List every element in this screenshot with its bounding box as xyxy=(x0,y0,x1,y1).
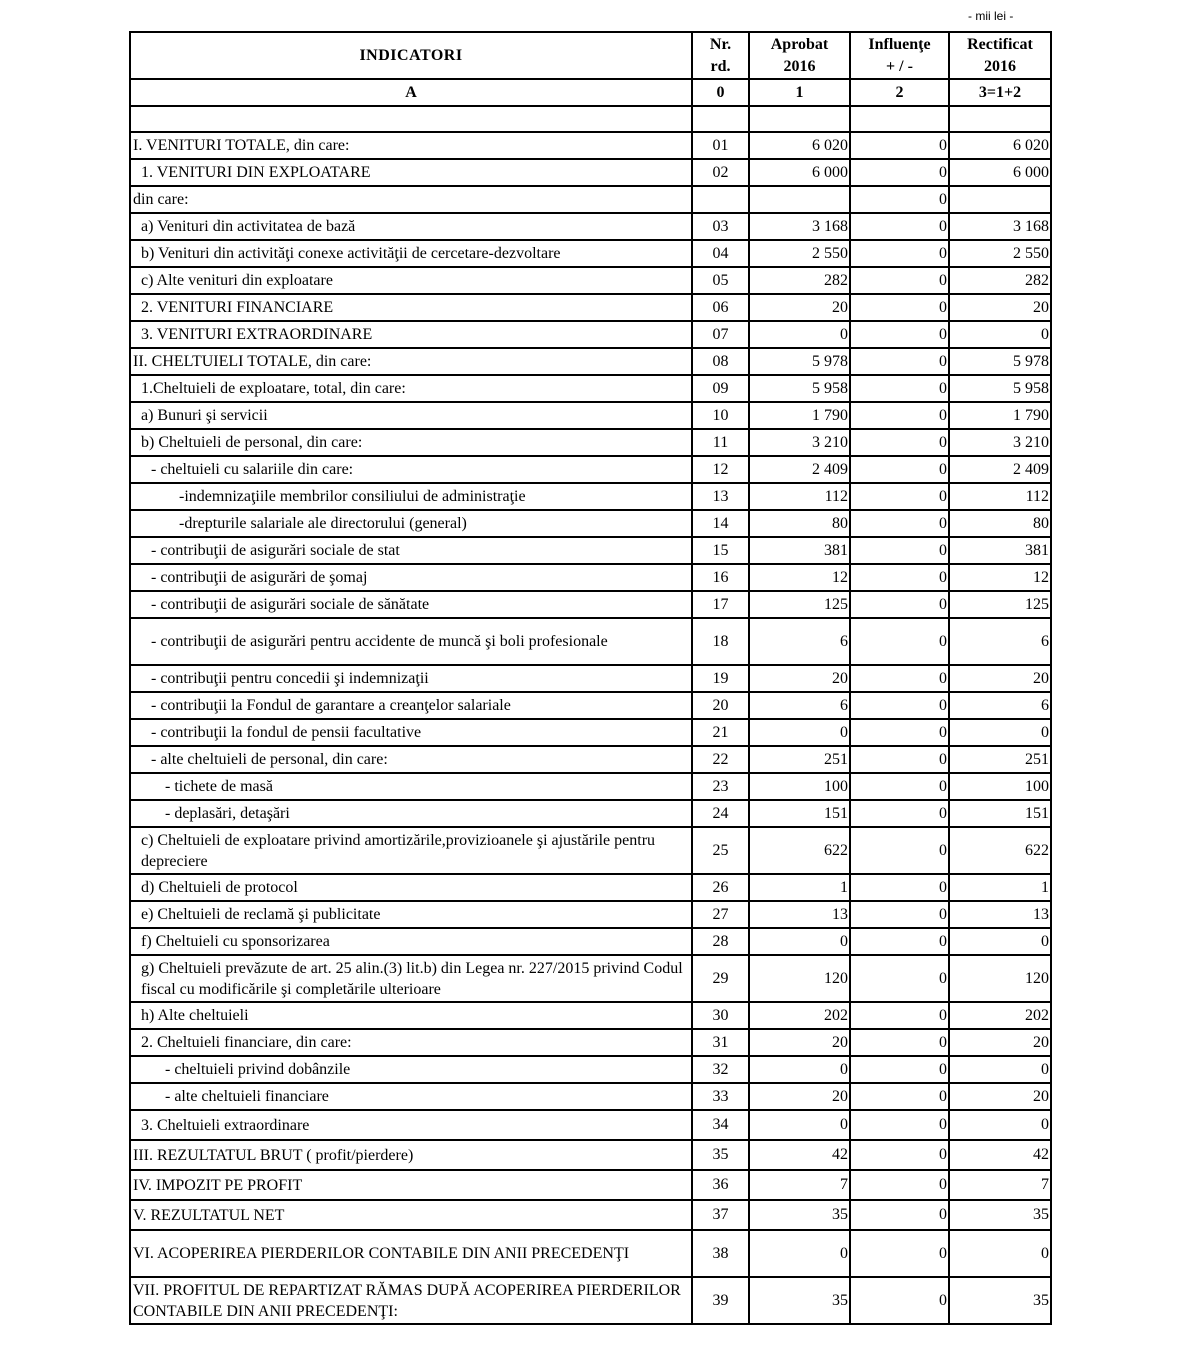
row-label: g) Cheltuieli prevăzute de art. 25 alin.(3) lit.b) din Legea nr. 227/2015 privind Codul fiscal cu modificările şi completările ulterioare xyxy=(130,955,692,1002)
row-rectificat: 120 xyxy=(949,955,1051,1002)
row-number: 20 xyxy=(692,692,749,719)
row-number: 39 xyxy=(692,1277,749,1324)
row-label: 1. VENITURI DIN EXPLOATARE xyxy=(130,159,692,186)
row-number: 32 xyxy=(692,1056,749,1083)
row-influente: 0 xyxy=(850,665,949,692)
row-influente: 0 xyxy=(850,1083,949,1110)
row-influente: 0 xyxy=(850,267,949,294)
row-label: b) Venituri din activităţi conexe activităţii de cercetare-dezvoltare xyxy=(130,240,692,267)
table-row xyxy=(130,186,1051,213)
row-number: 01 xyxy=(692,132,749,159)
row-label: - alte cheltuieli de personal, din care: xyxy=(130,746,692,773)
table-row xyxy=(130,159,1051,186)
row-number: 10 xyxy=(692,402,749,429)
table-row xyxy=(130,665,1051,692)
row-label: -indemnizaţiile membrilor consiliului de administraţie xyxy=(130,483,692,510)
row-influente: 0 xyxy=(850,591,949,618)
row-rectificat: 13 xyxy=(949,901,1051,928)
row-label: - contribuţii de asigurări sociale de sănătate xyxy=(130,591,692,618)
table-row xyxy=(130,294,1051,321)
row-label: - cheltuieli privind dobânzile xyxy=(130,1056,692,1083)
row-label: I. VENITURI TOTALE, din care: xyxy=(130,132,692,159)
row-number: 24 xyxy=(692,800,749,827)
row-aprobat: 20 xyxy=(749,1029,850,1056)
row-aprobat: 125 xyxy=(749,591,850,618)
table-row xyxy=(130,456,1051,483)
table-body xyxy=(130,132,1051,1324)
row-aprobat: 7 xyxy=(749,1170,850,1200)
row-label: a) Venituri din activitatea de bază xyxy=(130,213,692,240)
row-number: 15 xyxy=(692,537,749,564)
row-number: 28 xyxy=(692,928,749,955)
row-aprobat: 20 xyxy=(749,665,850,692)
row-rectificat: 151 xyxy=(949,800,1051,827)
row-aprobat: 35 xyxy=(749,1277,850,1324)
row-number: 12 xyxy=(692,456,749,483)
header-aprobat: Aprobat 2016 xyxy=(749,32,850,79)
row-number: 02 xyxy=(692,159,749,186)
row-label: e) Cheltuieli de reclamă şi publicitate xyxy=(130,901,692,928)
row-influente: 0 xyxy=(850,1056,949,1083)
row-influente: 0 xyxy=(850,159,949,186)
row-influente: 0 xyxy=(850,874,949,901)
row-aprobat: 35 xyxy=(749,1200,850,1230)
row-aprobat: 1 790 xyxy=(749,402,850,429)
row-label: 3. Cheltuieli extraordinare xyxy=(130,1110,692,1140)
row-influente: 0 xyxy=(850,132,949,159)
row-label: - alte cheltuieli financiare xyxy=(130,1083,692,1110)
row-label: - contribuţii de asigurări sociale de stat xyxy=(130,537,692,564)
row-label: - cheltuieli cu salariile din care: xyxy=(130,456,692,483)
row-rectificat: 1 xyxy=(949,874,1051,901)
row-aprobat: 20 xyxy=(749,1083,850,1110)
row-label: d) Cheltuieli de protocol xyxy=(130,874,692,901)
table-row xyxy=(130,1277,1051,1324)
row-rectificat: 251 xyxy=(949,746,1051,773)
row-influente: 0 xyxy=(850,1029,949,1056)
row-aprobat: 202 xyxy=(749,1002,850,1029)
row-rectificat: 35 xyxy=(949,1277,1051,1324)
row-number: 13 xyxy=(692,483,749,510)
table-row xyxy=(130,321,1051,348)
row-rectificat: 0 xyxy=(949,928,1051,955)
table-row xyxy=(130,719,1051,746)
row-number: 33 xyxy=(692,1083,749,1110)
row-label: 2. VENITURI FINANCIARE xyxy=(130,294,692,321)
row-label: din care: xyxy=(130,186,692,213)
row-number: 14 xyxy=(692,510,749,537)
column-index-a: A xyxy=(130,79,692,106)
row-influente: 0 xyxy=(850,719,949,746)
row-aprobat: 42 xyxy=(749,1140,850,1170)
row-label: f) Cheltuieli cu sponsorizarea xyxy=(130,928,692,955)
row-label: II. CHELTUIELI TOTALE, din care: xyxy=(130,348,692,375)
row-aprobat: 622 xyxy=(749,827,850,874)
row-number: 09 xyxy=(692,375,749,402)
row-aprobat: 0 xyxy=(749,719,850,746)
row-influente: 0 xyxy=(850,1277,949,1324)
row-aprobat: 100 xyxy=(749,773,850,800)
row-rectificat: 1 790 xyxy=(949,402,1051,429)
row-influente: 0 xyxy=(850,827,949,874)
row-influente: 0 xyxy=(850,1230,949,1277)
row-number: 29 xyxy=(692,955,749,1002)
table-row xyxy=(130,375,1051,402)
column-index-0: 0 xyxy=(692,79,749,106)
row-label: IV. IMPOZIT PE PROFIT xyxy=(130,1170,692,1200)
row-influente: 0 xyxy=(850,564,949,591)
row-number: 22 xyxy=(692,746,749,773)
row-influente: 0 xyxy=(850,955,949,1002)
table-row xyxy=(130,402,1051,429)
header-indicatori: INDICATORI xyxy=(130,32,692,79)
row-influente: 0 xyxy=(850,186,949,213)
header-row xyxy=(130,32,1051,79)
row-rectificat: 100 xyxy=(949,773,1051,800)
row-influente: 0 xyxy=(850,294,949,321)
row-number: 18 xyxy=(692,618,749,665)
row-rectificat: 282 xyxy=(949,267,1051,294)
table-row xyxy=(130,1140,1051,1170)
row-influente: 0 xyxy=(850,618,949,665)
row-aprobat: 0 xyxy=(749,1230,850,1277)
row-label: c) Alte venituri din exploatare xyxy=(130,267,692,294)
row-aprobat: 2 550 xyxy=(749,240,850,267)
table-row xyxy=(130,928,1051,955)
row-rectificat: 5 978 xyxy=(949,348,1051,375)
row-rectificat: 112 xyxy=(949,483,1051,510)
row-rectificat: 6 000 xyxy=(949,159,1051,186)
table-row xyxy=(130,1200,1051,1230)
table-row xyxy=(130,213,1051,240)
table-row xyxy=(130,1002,1051,1029)
row-influente: 0 xyxy=(850,456,949,483)
row-number: 31 xyxy=(692,1029,749,1056)
row-aprobat: 151 xyxy=(749,800,850,827)
table-row xyxy=(130,132,1051,159)
table-row xyxy=(130,1083,1051,1110)
header-rectificat: Rectificat 2016 xyxy=(949,32,1051,79)
row-aprobat xyxy=(749,186,850,213)
row-aprobat: 12 xyxy=(749,564,850,591)
row-rectificat: 35 xyxy=(949,1200,1051,1230)
row-aprobat: 6 000 xyxy=(749,159,850,186)
row-rectificat: 6 xyxy=(949,692,1051,719)
row-label: c) Cheltuieli de exploatare privind amortizările,provizioanele şi ajustările pentru depreciere xyxy=(130,827,692,874)
row-influente: 0 xyxy=(850,928,949,955)
table-row xyxy=(130,510,1051,537)
row-label: b) Cheltuieli de personal, din care: xyxy=(130,429,692,456)
row-label: a) Bunuri şi servicii xyxy=(130,402,692,429)
row-label: VI. ACOPERIREA PIERDERILOR CONTABILE DIN ANII PRECEDENŢI xyxy=(130,1230,692,1277)
row-label: 2. Cheltuieli financiare, din care: xyxy=(130,1029,692,1056)
row-label: - deplasări, detaşări xyxy=(130,800,692,827)
row-rectificat: 3 210 xyxy=(949,429,1051,456)
blank-row xyxy=(130,106,1051,132)
row-influente: 0 xyxy=(850,213,949,240)
row-influente: 0 xyxy=(850,746,949,773)
row-rectificat: 20 xyxy=(949,294,1051,321)
row-aprobat: 3 210 xyxy=(749,429,850,456)
row-influente: 0 xyxy=(850,1200,949,1230)
row-rectificat: 6 020 xyxy=(949,132,1051,159)
row-number: 25 xyxy=(692,827,749,874)
table-row xyxy=(130,483,1051,510)
row-rectificat: 7 xyxy=(949,1170,1051,1200)
row-number: 36 xyxy=(692,1170,749,1200)
row-rectificat: 3 168 xyxy=(949,213,1051,240)
row-aprobat: 0 xyxy=(749,321,850,348)
row-influente: 0 xyxy=(850,537,949,564)
column-index-2: 2 xyxy=(850,79,949,106)
column-index-1: 1 xyxy=(749,79,850,106)
table-row xyxy=(130,267,1051,294)
table-row xyxy=(130,1056,1051,1083)
row-number: 08 xyxy=(692,348,749,375)
row-label: VII. PROFITUL DE REPARTIZAT RĂMAS DUPĂ ACOPERIREA PIERDERILOR CONTABILE DIN ANII PRECEDENŢI: xyxy=(130,1277,692,1324)
header-influente: Influenţe + / - xyxy=(850,32,949,79)
table-row xyxy=(130,591,1051,618)
table-row xyxy=(130,240,1051,267)
row-aprobat: 6 xyxy=(749,618,850,665)
table-row xyxy=(130,429,1051,456)
row-rectificat: 12 xyxy=(949,564,1051,591)
table-row xyxy=(130,874,1051,901)
row-aprobat: 0 xyxy=(749,1110,850,1140)
row-label: V. REZULTATUL NET xyxy=(130,1200,692,1230)
row-number: 23 xyxy=(692,773,749,800)
row-influente: 0 xyxy=(850,402,949,429)
row-rectificat: 0 xyxy=(949,1056,1051,1083)
row-rectificat: 2 409 xyxy=(949,456,1051,483)
table-row xyxy=(130,564,1051,591)
table-row xyxy=(130,1110,1051,1140)
row-number: 16 xyxy=(692,564,749,591)
row-number: 21 xyxy=(692,719,749,746)
row-aprobat: 6 xyxy=(749,692,850,719)
row-rectificat: 20 xyxy=(949,1083,1051,1110)
row-number: 38 xyxy=(692,1230,749,1277)
row-number: 35 xyxy=(692,1140,749,1170)
row-influente: 0 xyxy=(850,1110,949,1140)
table-row xyxy=(130,800,1051,827)
row-label: -drepturile salariale ale directorului (general) xyxy=(130,510,692,537)
row-label: h) Alte cheltuieli xyxy=(130,1002,692,1029)
table-row xyxy=(130,773,1051,800)
row-label: III. REZULTATUL BRUT ( profit/pierdere) xyxy=(130,1140,692,1170)
row-label: - contribuţii la fondul de pensii facultative xyxy=(130,719,692,746)
row-aprobat: 13 xyxy=(749,901,850,928)
row-influente: 0 xyxy=(850,773,949,800)
row-influente: 0 xyxy=(850,348,949,375)
row-number xyxy=(692,186,749,213)
row-number: 34 xyxy=(692,1110,749,1140)
row-aprobat: 20 xyxy=(749,294,850,321)
row-rectificat: 202 xyxy=(949,1002,1051,1029)
row-influente: 0 xyxy=(850,483,949,510)
row-rectificat: 0 xyxy=(949,719,1051,746)
row-label: - contribuţii de asigurări pentru accidente de muncă şi boli profesionale xyxy=(130,618,692,665)
row-aprobat: 381 xyxy=(749,537,850,564)
row-label: - contribuţii de asigurări de şomaj xyxy=(130,564,692,591)
row-aprobat: 6 020 xyxy=(749,132,850,159)
row-rectificat: 0 xyxy=(949,1230,1051,1277)
row-number: 03 xyxy=(692,213,749,240)
row-aprobat: 0 xyxy=(749,1056,850,1083)
row-influente: 0 xyxy=(850,429,949,456)
row-influente: 0 xyxy=(850,510,949,537)
row-label: - contribuţii la Fondul de garantare a creanţelor salariale xyxy=(130,692,692,719)
row-aprobat: 251 xyxy=(749,746,850,773)
row-number: 17 xyxy=(692,591,749,618)
row-rectificat: 20 xyxy=(949,665,1051,692)
row-influente: 0 xyxy=(850,375,949,402)
row-influente: 0 xyxy=(850,1170,949,1200)
row-influente: 0 xyxy=(850,1140,949,1170)
row-aprobat: 5 958 xyxy=(749,375,850,402)
row-rectificat: 381 xyxy=(949,537,1051,564)
row-number: 11 xyxy=(692,429,749,456)
row-number: 04 xyxy=(692,240,749,267)
row-aprobat: 5 978 xyxy=(749,348,850,375)
row-influente: 0 xyxy=(850,321,949,348)
row-aprobat: 282 xyxy=(749,267,850,294)
table-row xyxy=(130,348,1051,375)
row-aprobat: 0 xyxy=(749,928,850,955)
table-row xyxy=(130,1029,1051,1056)
row-rectificat: 125 xyxy=(949,591,1051,618)
row-label: 1.Cheltuieli de exploatare, total, din care: xyxy=(130,375,692,402)
row-influente: 0 xyxy=(850,240,949,267)
row-influente: 0 xyxy=(850,800,949,827)
table-row xyxy=(130,827,1051,874)
column-index-3: 3=1+2 xyxy=(949,79,1051,106)
row-number: 37 xyxy=(692,1200,749,1230)
table-row xyxy=(130,746,1051,773)
row-influente: 0 xyxy=(850,692,949,719)
row-rectificat: 2 550 xyxy=(949,240,1051,267)
column-index-row xyxy=(130,79,1051,106)
table-row xyxy=(130,618,1051,665)
table-row xyxy=(130,1170,1051,1200)
row-rectificat: 20 xyxy=(949,1029,1051,1056)
row-aprobat: 3 168 xyxy=(749,213,850,240)
row-rectificat: 80 xyxy=(949,510,1051,537)
row-rectificat: 6 xyxy=(949,618,1051,665)
row-number: 26 xyxy=(692,874,749,901)
row-aprobat: 120 xyxy=(749,955,850,1002)
row-aprobat: 1 xyxy=(749,874,850,901)
row-rectificat: 5 958 xyxy=(949,375,1051,402)
table-row xyxy=(130,537,1051,564)
row-number: 07 xyxy=(692,321,749,348)
row-aprobat: 112 xyxy=(749,483,850,510)
row-label: - tichete de masă xyxy=(130,773,692,800)
budget-table xyxy=(129,31,1052,1325)
table-row xyxy=(130,955,1051,1002)
row-influente: 0 xyxy=(850,901,949,928)
table-row xyxy=(130,901,1051,928)
row-aprobat: 2 409 xyxy=(749,456,850,483)
row-number: 30 xyxy=(692,1002,749,1029)
row-aprobat: 80 xyxy=(749,510,850,537)
table-row xyxy=(130,1230,1051,1277)
row-number: 19 xyxy=(692,665,749,692)
header-nr: Nr. rd. xyxy=(692,32,749,79)
row-rectificat: 622 xyxy=(949,827,1051,874)
row-rectificat xyxy=(949,186,1051,213)
row-influente: 0 xyxy=(850,1002,949,1029)
row-label: 3. VENITURI EXTRAORDINARE xyxy=(130,321,692,348)
row-rectificat: 42 xyxy=(949,1140,1051,1170)
row-label: - contribuţii pentru concedii şi indemnizaţii xyxy=(130,665,692,692)
unit-label: - mii lei - xyxy=(968,9,1014,23)
row-rectificat: 0 xyxy=(949,321,1051,348)
table-row xyxy=(130,692,1051,719)
row-number: 27 xyxy=(692,901,749,928)
row-number: 05 xyxy=(692,267,749,294)
row-number: 06 xyxy=(692,294,749,321)
row-rectificat: 0 xyxy=(949,1110,1051,1140)
